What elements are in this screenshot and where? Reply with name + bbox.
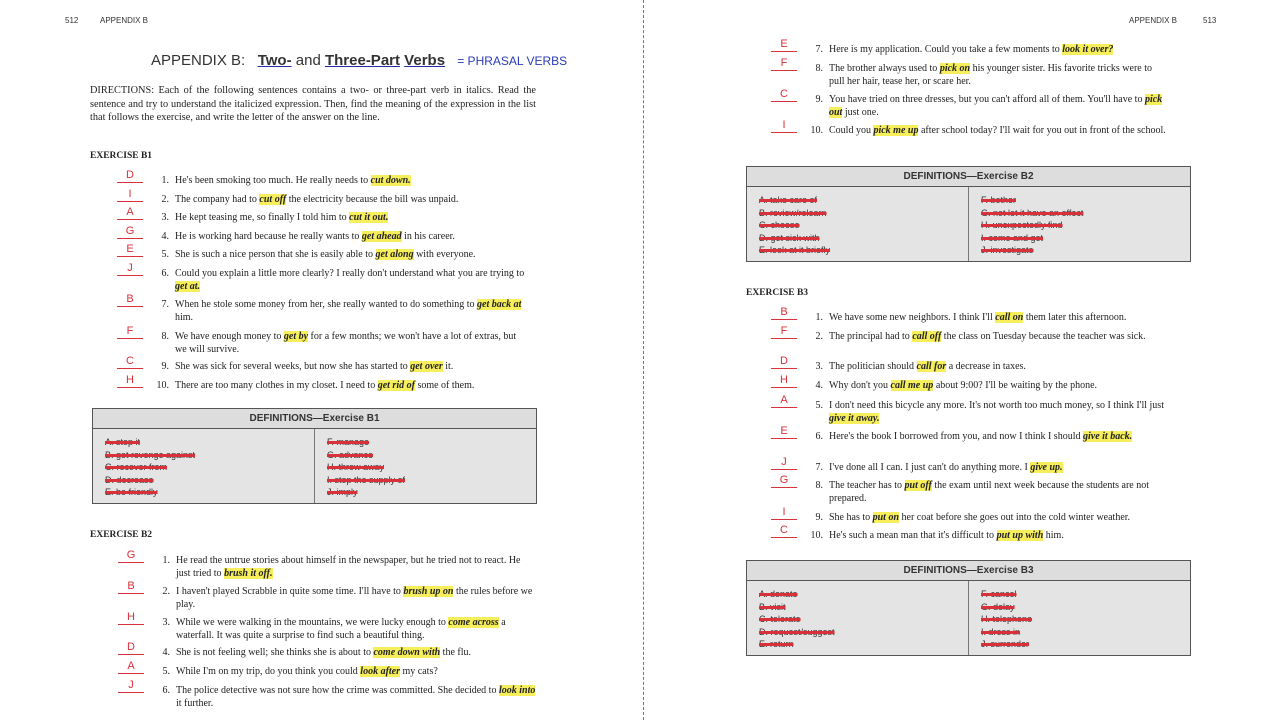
answer-letter: H xyxy=(118,611,144,625)
page-title xyxy=(151,52,567,69)
exercise-item xyxy=(126,243,525,262)
definition-text: J. surrender xyxy=(981,639,1030,650)
sentence-text: the exam until next week because the students are not prepared. xyxy=(829,480,1150,504)
definition-item xyxy=(981,613,1178,626)
sentence-text: the electricity because the bill was unpaid. xyxy=(286,194,459,205)
definitions-b3 xyxy=(746,560,1191,656)
sentence-text: The police detective was not sure how the crime was committed. She decided to xyxy=(176,685,499,696)
definition-text: C. tolerate xyxy=(759,614,801,625)
definition-item xyxy=(327,474,524,487)
definition-text: J. imply xyxy=(327,487,358,498)
sentence-text: He read the untrue stories about himself in the newspaper, but he tried not to react. He just tried to xyxy=(176,555,521,579)
item-number: 5. xyxy=(161,249,169,260)
sentence-text: He kept teasing me, so finally I told him to xyxy=(175,212,350,223)
item-number: 8. xyxy=(815,63,823,74)
definitions-column xyxy=(747,581,968,655)
sentence-text: a decrease in taxes. xyxy=(946,361,1026,372)
phrasal-verb: come across xyxy=(448,617,499,628)
page-divider xyxy=(643,0,644,720)
item-number: 5. xyxy=(162,666,170,677)
exercise-item xyxy=(781,456,1174,475)
definition-text: A. take care of xyxy=(759,195,818,205)
sentence-text: We have some new neighbors. I think I'll xyxy=(829,312,996,323)
item-number: 6. xyxy=(815,431,823,442)
answer-letter: E xyxy=(117,243,143,257)
sentence-text: with everyone. xyxy=(413,249,476,260)
exercise-item xyxy=(127,660,536,679)
exercise-item xyxy=(780,425,1174,444)
sentence-text: him. xyxy=(175,311,194,323)
item-number: 7. xyxy=(161,299,169,310)
answer-letter: C xyxy=(117,355,143,369)
item-sentence xyxy=(176,586,536,611)
phrasal-verb: give up. xyxy=(1030,462,1063,473)
answer-letter: J xyxy=(117,262,143,276)
phrasal-verb: brush up on xyxy=(403,586,454,597)
definition-item xyxy=(981,194,1178,207)
exercise-item xyxy=(126,355,525,374)
answer-letter: F xyxy=(117,325,143,339)
answer-letter: H xyxy=(771,374,797,388)
sentence-text: in his career. xyxy=(401,231,455,242)
title-word: Two- xyxy=(257,52,292,69)
item-sentence xyxy=(829,63,1169,88)
sentence-text: Here is my application. Could you take a few moments to xyxy=(829,44,1063,55)
item-number: 10. xyxy=(810,125,823,136)
definition-text: J. investigate xyxy=(981,245,1034,256)
handwritten-note: = PHRASAL VERBS xyxy=(457,54,568,68)
item-sentence xyxy=(829,361,1174,374)
definitions-column xyxy=(314,429,536,503)
item-number: 2. xyxy=(815,331,823,342)
definition-item xyxy=(759,244,956,257)
item-sentence xyxy=(829,44,1169,57)
sentence-text: Why don't you xyxy=(829,380,891,391)
definition-text: B. review/relearn xyxy=(759,207,827,218)
item-number: 2. xyxy=(162,586,170,597)
item-sentence xyxy=(829,312,1174,325)
exercise-item xyxy=(780,57,1169,88)
exercise-item xyxy=(780,325,1174,344)
exercise-item xyxy=(127,580,536,611)
answer-letter: B xyxy=(118,580,144,594)
item-sentence xyxy=(829,331,1174,344)
item-sentence xyxy=(175,194,525,207)
definition-item xyxy=(327,436,524,449)
item-number: 1. xyxy=(162,555,170,566)
sentence-text: it. xyxy=(442,361,454,372)
answer-letter: I xyxy=(771,119,797,133)
item-sentence xyxy=(176,617,536,642)
definitions-heading: DEFINITIONS—Exercise B2 xyxy=(747,167,1190,187)
item-number: 10. xyxy=(810,530,823,541)
answer-letter: D xyxy=(118,641,144,655)
definition-item xyxy=(759,194,956,207)
exercise-item xyxy=(126,325,525,356)
sentence-text: Could you xyxy=(829,125,874,136)
phrasal-verb: call off xyxy=(912,331,942,342)
left-page xyxy=(55,0,643,720)
sentence-text: I don't need this bicycle any more. It's not worth too much money, so I think I'll just xyxy=(829,400,1164,411)
definition-item xyxy=(759,219,956,232)
answer-letter: F xyxy=(771,57,797,71)
sentence-text: She is such a nice person that she is easily able to xyxy=(175,249,376,260)
answer-letter: G xyxy=(117,225,143,239)
item-sentence xyxy=(175,268,525,293)
answer-letter: J xyxy=(118,679,144,693)
answer-letter: B xyxy=(771,306,797,320)
sentence-text: There are too many clothes in my closet. I need to xyxy=(175,380,378,391)
phrasal-verb: put off xyxy=(904,480,932,491)
item-sentence xyxy=(176,647,536,660)
item-number: 3. xyxy=(815,361,823,372)
definition-item xyxy=(759,613,956,626)
definition-item xyxy=(759,232,956,245)
definition-text: G. not let it have an effect xyxy=(981,207,1084,218)
phrasal-verb: cut down. xyxy=(370,175,411,186)
exercise-item xyxy=(780,38,1169,57)
item-number: 6. xyxy=(162,685,170,696)
item-number: 4. xyxy=(815,380,823,391)
definition-text: C. recover from xyxy=(105,462,168,473)
exercise-item xyxy=(782,506,1174,525)
phrasal-verb: put on xyxy=(872,512,900,523)
definitions-b1 xyxy=(92,408,537,504)
sentence-text: You have tried on three dresses, but you can't afford all of them. You'll have to xyxy=(829,94,1145,105)
definition-text: B. get revenge against xyxy=(105,449,196,460)
exercise-item xyxy=(780,374,1174,393)
phrasal-verb: give it back. xyxy=(1082,431,1133,442)
answer-letter: B xyxy=(117,293,143,307)
definition-text: D. decrease xyxy=(105,474,154,485)
sentence-text: him. xyxy=(1043,530,1064,541)
definition-text: G. advance xyxy=(327,449,374,460)
definition-text: F. bother xyxy=(981,195,1017,205)
exercise-item xyxy=(127,641,536,660)
definition-item xyxy=(981,232,1178,245)
sentence-text: The principal had to xyxy=(829,331,913,342)
item-number: 2. xyxy=(161,194,169,205)
title-word: and xyxy=(295,52,321,69)
definition-text: E. return xyxy=(759,639,794,650)
exercise-item xyxy=(780,355,1174,374)
item-number: 9. xyxy=(161,361,169,372)
definition-text: F. cancel xyxy=(981,589,1017,599)
sentence-text: some of them. xyxy=(414,380,475,391)
definition-text: B. visit xyxy=(759,601,786,612)
exercise-item xyxy=(126,206,525,225)
phrasal-verb: pick out xyxy=(829,94,1163,118)
definitions-column xyxy=(93,429,314,503)
phrasal-verb: give it away. xyxy=(829,412,880,424)
definition-item xyxy=(759,207,956,220)
exercise-item xyxy=(125,225,525,244)
sentence-text: I haven't played Scrabble in quite some time. I'll have to xyxy=(176,586,404,597)
exercise-heading: EXERCISE B2 xyxy=(90,530,153,540)
exercise-item xyxy=(126,293,525,324)
phrasal-verb: cut off xyxy=(259,194,287,205)
phrasal-verb: pick on xyxy=(939,63,971,74)
definitions-column xyxy=(968,581,1190,655)
answer-letter: H xyxy=(117,374,143,388)
definition-item xyxy=(981,638,1178,651)
item-sentence xyxy=(175,231,525,244)
item-sentence xyxy=(829,480,1174,505)
sentence-text: When he stole some money from her, she really wanted to do something to xyxy=(175,299,478,310)
exercise-item xyxy=(126,549,536,580)
exercise-item xyxy=(126,169,525,188)
item-sentence xyxy=(829,125,1169,138)
definitions-heading: DEFINITIONS—Exercise B1 xyxy=(93,409,536,429)
definitions-heading: DEFINITIONS—Exercise B3 xyxy=(747,561,1190,581)
item-sentence xyxy=(175,299,525,324)
phrasal-verb: call on xyxy=(995,312,1024,323)
exercise-item xyxy=(779,474,1174,505)
exercise-heading: EXERCISE B1 xyxy=(90,151,153,161)
answer-letter: A xyxy=(117,206,143,220)
phrasal-verb: get over xyxy=(410,361,443,372)
running-head: APPENDIX B xyxy=(1129,16,1178,25)
item-sentence xyxy=(176,666,536,679)
answer-letter: I xyxy=(771,506,797,520)
item-number: 8. xyxy=(161,331,169,342)
right-page xyxy=(645,0,1225,720)
definition-item xyxy=(105,449,302,462)
title-prefix: APPENDIX B: xyxy=(151,52,246,69)
title-word: Three-Part xyxy=(324,52,400,69)
phrasal-verb: get rid of xyxy=(377,380,415,391)
phrasal-verb: look after xyxy=(360,666,401,677)
directions: DIRECTIONS: Each of the following sentences contains a two- or three-part verb in italics. Read the sentence and try to understand the italicized expression. Then, find the meaning of the expression in the list that follows the exercise, and write the letter of the answer on the line. xyxy=(90,85,536,123)
definition-item xyxy=(105,474,302,487)
page-number: 513 xyxy=(1203,16,1217,25)
sentence-text: after school today? I'll wait for you out in front of the school. xyxy=(918,125,1166,136)
answer-letter: F xyxy=(771,325,797,339)
item-number: 4. xyxy=(161,231,169,242)
item-sentence xyxy=(829,400,1174,425)
definition-item xyxy=(327,486,524,499)
item-number: 9. xyxy=(815,512,823,523)
definition-item xyxy=(759,638,956,651)
item-sentence xyxy=(175,212,525,225)
definition-text: I. dress in xyxy=(981,626,1021,637)
sentence-text: I've done all I can. I just can't do anything more. I xyxy=(829,462,1031,473)
item-sentence xyxy=(829,530,1174,543)
sentence-text: it further. xyxy=(176,697,214,709)
definition-text: H. throw away xyxy=(327,462,385,473)
definition-item xyxy=(327,461,524,474)
definition-text: E. look at it briefly xyxy=(759,245,831,256)
item-number: 10. xyxy=(156,380,169,391)
definitions-b2 xyxy=(746,166,1191,262)
answer-letter: E xyxy=(771,425,797,439)
definition-item xyxy=(981,244,1178,257)
answer-letter: J xyxy=(771,456,797,470)
sentence-text: She has to xyxy=(829,512,873,523)
item-number: 4. xyxy=(162,647,170,658)
definition-text: I. stop the supply of xyxy=(327,474,406,485)
phrasal-verb: put up with xyxy=(996,530,1044,541)
sentence-text: He's been smoking too much. He really needs to xyxy=(175,175,371,186)
definition-item xyxy=(981,219,1178,232)
item-number: 6. xyxy=(161,268,169,279)
sentence-text: He is working hard because he really wants to xyxy=(175,231,362,242)
running-head: APPENDIX B xyxy=(100,16,149,25)
phrasal-verb: cut it out. xyxy=(349,212,389,223)
sentence-text: While I'm on my trip, do you think you could xyxy=(176,666,361,677)
definition-item xyxy=(759,626,956,639)
page-number: 512 xyxy=(65,16,79,25)
item-number: 3. xyxy=(162,617,170,628)
sentence-text: The politician should xyxy=(829,361,917,372)
sentence-text: my cats? xyxy=(400,666,438,677)
answer-letter: D xyxy=(771,355,797,369)
definition-item xyxy=(759,588,956,601)
phrasal-verb: come down with xyxy=(373,647,441,658)
answer-letter: G xyxy=(771,474,797,488)
sentence-text: about 9:00? I'll be waiting by the phone. xyxy=(933,380,1098,391)
definitions-column xyxy=(747,187,968,261)
exercise-item xyxy=(780,394,1174,425)
exercise-heading: EXERCISE B3 xyxy=(746,288,809,298)
item-sentence xyxy=(175,175,525,188)
sentence-text: his younger sister. His favorite tricks were to pull her hair, tease her, or scare her. xyxy=(829,63,1152,87)
answer-letter: A xyxy=(118,660,144,674)
item-sentence xyxy=(176,685,536,710)
sentence-text: for a few months; we won't have a lot of extras, but we will survive. xyxy=(175,331,517,355)
sentence-text: just one. xyxy=(842,106,879,118)
answer-letter: D xyxy=(117,169,143,183)
exercise-item xyxy=(127,611,536,642)
sentence-text: them later this afternoon. xyxy=(1023,312,1127,323)
phrasal-verb: get by xyxy=(283,331,309,342)
item-sentence xyxy=(829,380,1174,393)
sentence-text: a waterfall. It was quite a surprise to find such a beautiful thing. xyxy=(176,617,506,641)
item-number: 9. xyxy=(815,94,823,105)
definition-item xyxy=(981,588,1178,601)
definition-text: D. get sick with xyxy=(759,232,820,243)
item-number: 3. xyxy=(161,212,169,223)
sentence-text: While we were walking in the mountains, we were lucky enough to xyxy=(176,617,449,628)
answer-letter: A xyxy=(771,394,797,408)
sentence-text: He's such a mean man that it's difficult to xyxy=(829,530,997,541)
answer-letter: E xyxy=(771,38,797,52)
item-number: 1. xyxy=(161,175,169,186)
title-word: Verbs xyxy=(404,52,446,69)
sentence-text: Could you explain a little more clearly? I really don't understand what you are trying to xyxy=(175,268,525,279)
definition-item xyxy=(105,461,302,474)
definition-item xyxy=(981,207,1178,220)
exercise-item xyxy=(128,188,525,207)
answer-letter: C xyxy=(771,88,797,102)
sentence-text: She is not feeling well; she thinks she is about to xyxy=(176,647,374,658)
definition-text: F. manage xyxy=(327,437,370,447)
definition-item xyxy=(981,626,1178,639)
definition-item xyxy=(105,436,302,449)
item-sentence xyxy=(175,361,525,374)
item-sentence xyxy=(175,380,525,393)
item-sentence xyxy=(175,331,525,356)
answer-letter: C xyxy=(771,524,797,538)
phrasal-verb: call me up xyxy=(890,380,934,391)
phrasal-verb: get back at xyxy=(477,299,522,310)
exercise-item xyxy=(780,88,1169,119)
exercise-item xyxy=(780,524,1174,543)
item-sentence xyxy=(829,462,1174,475)
phrasal-verb: get along xyxy=(375,249,414,260)
phrasal-verb: look it over? xyxy=(1062,44,1114,55)
item-sentence xyxy=(829,431,1174,444)
answer-letter: I xyxy=(117,188,143,202)
definition-text: H. unexpectedly find xyxy=(981,220,1063,231)
sentence-text: Here's the book I borrowed from you, and now I think I should xyxy=(829,431,1083,442)
definition-item xyxy=(105,486,302,499)
definition-text: A. stop it xyxy=(105,437,141,447)
phrasal-verb: pick me up xyxy=(873,125,919,136)
definition-text: I. come and get xyxy=(981,232,1044,243)
phrasal-verb: get at. xyxy=(175,280,200,292)
exercise-item xyxy=(128,679,536,710)
item-sentence xyxy=(829,94,1169,119)
exercise-item xyxy=(126,374,525,393)
sentence-text: The brother always used to xyxy=(829,63,940,74)
item-number: 7. xyxy=(815,462,823,473)
sentence-text: the flu. xyxy=(440,647,471,658)
definition-item xyxy=(981,601,1178,614)
item-sentence xyxy=(176,555,536,580)
definition-text: D. request/suggest xyxy=(759,626,835,637)
sentence-text: The company had to xyxy=(175,194,260,205)
exercise-item xyxy=(780,306,1174,325)
phrasal-verb: get ahead xyxy=(361,231,402,242)
item-number: 1. xyxy=(815,312,823,323)
item-number: 7. xyxy=(815,44,823,55)
sentence-text: the class on Tuesday because the teacher was sick. xyxy=(941,331,1146,342)
definition-text: C. choose xyxy=(759,220,800,231)
definition-item xyxy=(327,449,524,462)
exercise-item xyxy=(782,119,1169,138)
sentence-text: The teacher has to xyxy=(829,480,905,491)
definition-text: H. telephone xyxy=(981,614,1033,625)
phrasal-verb: brush it off. xyxy=(224,567,273,579)
sentence-text: the rules before we play. xyxy=(176,586,533,610)
definition-text: A. donate xyxy=(759,589,798,599)
phrasal-verb: call for xyxy=(916,361,947,372)
definition-text: G. delay xyxy=(981,601,1015,612)
item-number: 5. xyxy=(815,400,823,411)
definition-item xyxy=(759,601,956,614)
phrasal-verb: look into xyxy=(498,685,536,696)
sentence-text: We have enough money to xyxy=(175,331,284,342)
sentence-text: her coat before she goes out into the cold winter weather. xyxy=(899,512,1131,523)
exercise-item xyxy=(127,262,525,293)
item-sentence xyxy=(175,249,525,262)
definitions-column xyxy=(968,187,1190,261)
item-number: 8. xyxy=(815,480,823,491)
definition-text: E. be friendly xyxy=(105,487,158,498)
sentence-text: She was sick for several weeks, but now she has started to xyxy=(175,361,411,372)
item-sentence xyxy=(829,512,1174,525)
answer-letter: G xyxy=(118,549,144,563)
